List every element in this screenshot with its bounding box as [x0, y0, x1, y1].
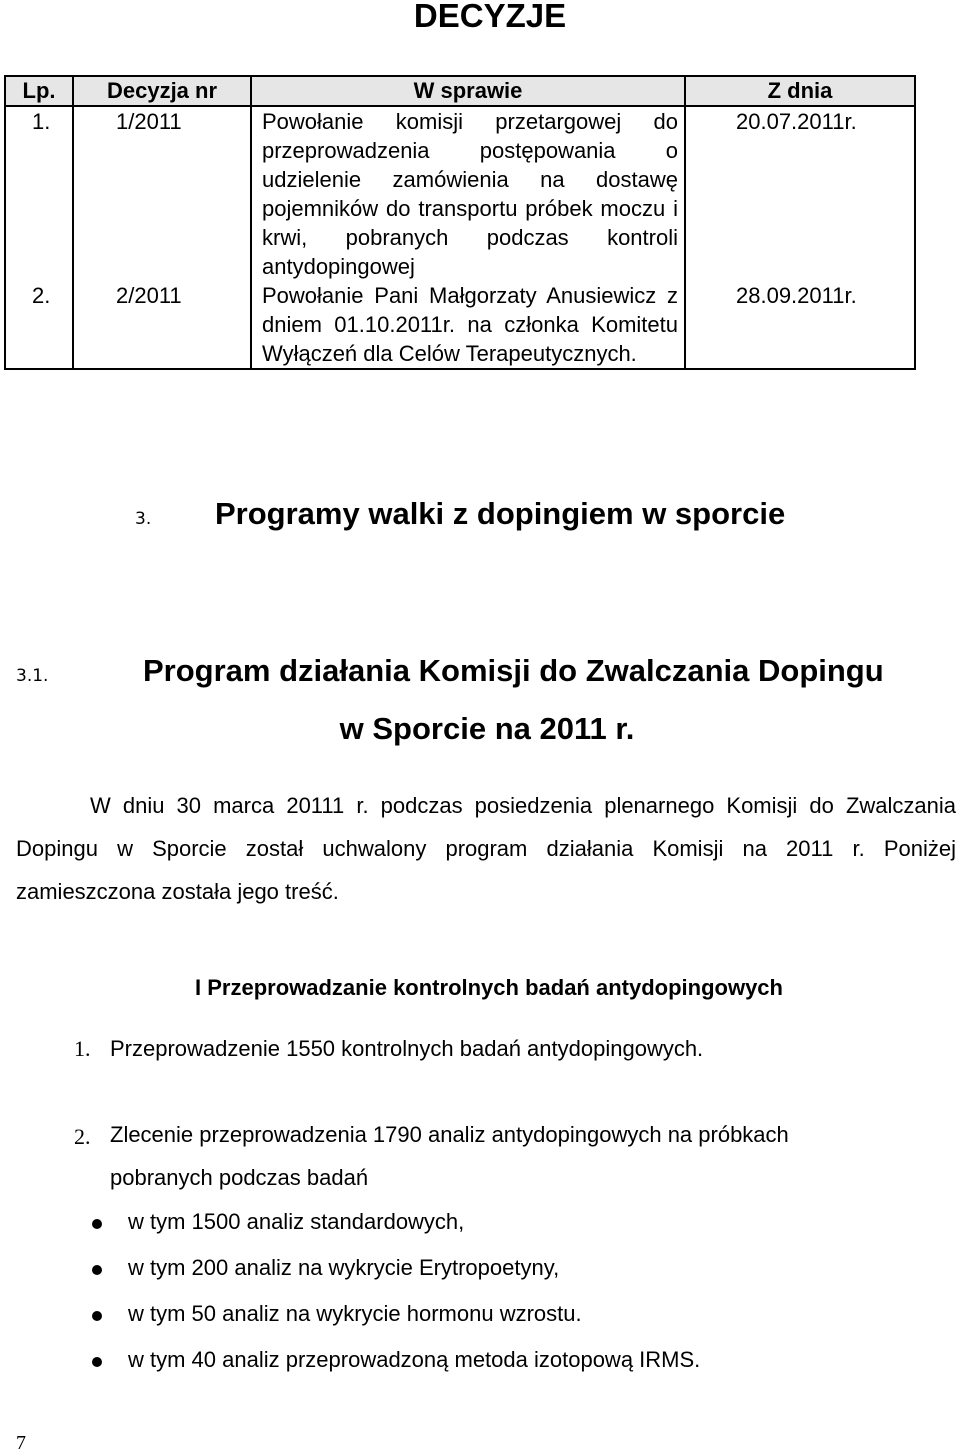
row-date: 20.07.2011r. [685, 106, 915, 281]
decisions-table [4, 75, 916, 370]
row-date: 28.09.2011r. [685, 281, 915, 369]
header-lp: Lp. [5, 76, 73, 106]
intro-paragraph-text: W dniu 30 marca 20111 r. podczas posiedzenia plenarnego Komisji do Zwalczania Dopingu w Sporcie został uchwalony program działania Komisji na 2011 r. Poniżej zamieszczona została jego treść. [16, 793, 956, 904]
page-heading: DECYZJE [413, 0, 567, 34]
list-item-1-number: 1. [74, 1036, 91, 1061]
intro-paragraph [16, 784, 956, 913]
row-subject: Powołanie komisji przetargowej do przeprowadzenia postępowania o udzielenie zamówienia na dostawę pojemników do transportu próbek moczu i krwi, pobranych podczas kontroli antydopingowej [251, 106, 685, 281]
bullet-item: w tym 200 analiz na wykrycie Erytropoetyny, [128, 1255, 560, 1280]
list-item-2-number: 2. [74, 1124, 91, 1149]
row-subject: Powołanie Pani Małgorzaty Anusiewicz z dniem 01.10.2011r. na członka Komitetu Wyłączeń dla Celów Terapeutycznych. [251, 281, 685, 369]
bullet-icon [92, 1265, 102, 1275]
header-subject: W sprawie [251, 76, 685, 106]
row-lp: 1. [5, 106, 73, 281]
table-row [5, 281, 915, 369]
bullet-icon [92, 1311, 102, 1321]
header-decision-no: Decyzja nr [73, 76, 251, 106]
page-number: 7 [16, 1432, 26, 1454]
bullet-item: w tym 40 analiz przeprowadzoną metoda izotopową IRMS. [128, 1347, 701, 1372]
row-lp: 2. [5, 281, 73, 369]
header-date: Z dnia [685, 76, 915, 106]
section-3-1-title-line2: w Sporcie na 2011 r. [339, 711, 635, 746]
list-item-2-text-line2: pobranych podczas badań [110, 1165, 369, 1190]
bullet-icon [92, 1219, 102, 1229]
row-decision-no: 2/2011 [73, 281, 251, 369]
subheading: I Przeprowadzanie kontrolnych badań antydopingowych [195, 975, 783, 1000]
table-header-row [5, 76, 915, 106]
bullet-item: w tym 1500 analiz standardowych, [128, 1209, 465, 1234]
section-3-title: Programy walki z dopingiem w sporcie [215, 496, 786, 531]
row-decision-no: 1/2011 [73, 106, 251, 281]
bullet-item: w tym 50 analiz na wykrycie hormonu wzrostu. [128, 1301, 582, 1326]
section-3-1-number: 3.1. [16, 666, 49, 686]
bullet-icon [92, 1357, 102, 1367]
list-item-1-text: Przeprowadzenie 1550 kontrolnych badań antydopingowych. [110, 1036, 704, 1061]
section-3-number: 3. [135, 509, 152, 529]
table-row [5, 106, 915, 281]
list-item-2-text: Zlecenie przeprowadzenia 1790 analiz antydopingowych na próbkach [110, 1122, 789, 1147]
section-3-1-title: Program działania Komisji do Zwalczania Dopingu [143, 653, 884, 688]
